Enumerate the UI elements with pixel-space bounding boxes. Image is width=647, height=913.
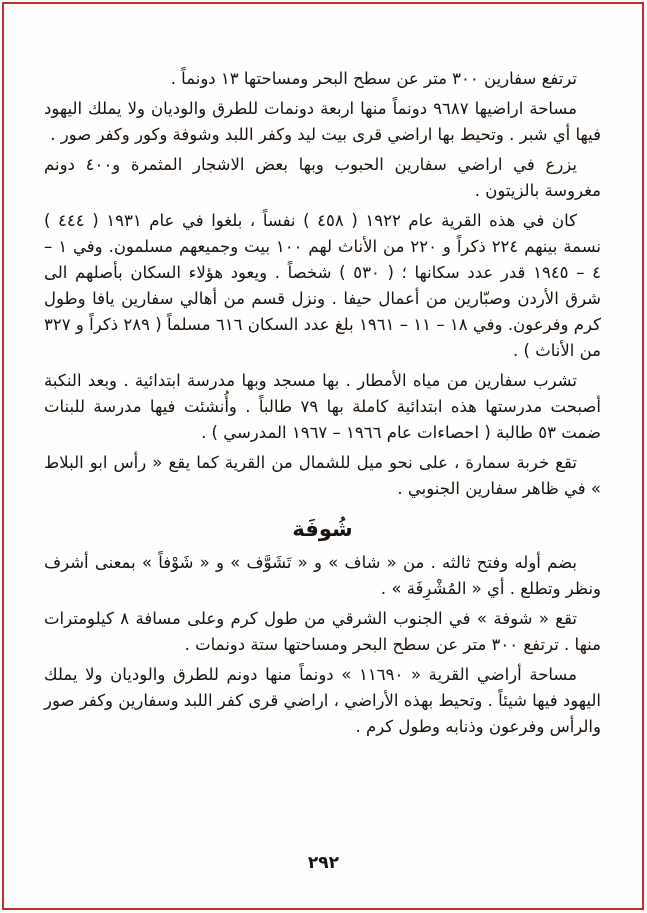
page-text-content xyxy=(44,66,601,744)
paragraph-shufa-location: تقع « شوفة » في الجنوب الشرقي من طول كرم وعلى مسافة ٨ كيلومترات منها . ترتفع ٣٠٠ متر عن سطح البحر ومساحتها ستة دونمات . xyxy=(44,609,601,654)
page-number: ٢٩٢ xyxy=(307,853,340,873)
paragraph-sfarin-khirbet-samara: تقع خربة سمارة ، على نحو ميل للشمال من القرية كما يقع « رأس ابو البلاط » في ظاهر سفارين الجنوبي . xyxy=(44,453,601,498)
paragraph-sfarin-elevation: ترتفع سفارين ٣٠٠ متر عن سطح البحر ومساحتها ١٣ دونماً . xyxy=(170,69,577,88)
paragraph-sfarin-water-schools: تشرب سفارين من مياه الأمطار . بها مسجد وبها مدرسة ابتدائية . وبعد النكبة أصبحت مدرستها هذه ابتدائية كاملة بها ٧٩ طالباً . وأُنشئت فيها مدرسة للبنات ضمت ٥٣ طالبة ( احصاءات عام ١٩٦٦ – ١٩٦٧ المدرسي ) . xyxy=(44,371,601,442)
paragraph-sfarin-population: كان في هذه القرية عام ١٩٢٢ ( ٤٥٨ ) نفساً ، بلغوا في عام ١٩٣١ ( ٤٤٤ ) نسمة بينهم ٢٢٤ ذكراً و ٢٢٠ من الأناث لهم ١٠٠ بيت وجميعهم مسلمون. وفي ١ – ٤ – ١٩٤٥ قدر عدد سكانها ؛ ( ٥٣٠ ) شخصاً . ويعود هؤلاء السكان بأصلهم الى شرق الأردن وصبّارين من أعمال حيفا . ونزل قسم من أهالي سفارين يافا وطول كرم وفرعون. وفي ١٨ – ١١ – ١٩٦١ بلغ عدد السكان ٦١٦ مسلماً ( ٢٨٩ ذكراً و ٣٢٧ من الأناث ) . xyxy=(44,211,602,360)
paragraph-sfarin-land-area: مساحة اراضيها ٩٦٨٧ دونماً منها اربعة دونمات للطرق والوديان ولا يملك اليهود فيها أي شبر . وتحيط بها اراضي قرى بيت ليد وكفر اللبد وشوفة وكور وكفر صور . xyxy=(44,99,601,144)
paragraph-shufa-land-area: مساحة أراضي القرية « ١١٦٩٠ » دونماً منها دونم للطرق والوديان ولا يملك اليهود فيها شيئاً . وتحيط بهذه الأراضي ، اراضي قرى كفر اللبد وسفارين وكفر صور والرأس وفرعون وذنابه وطول كرم . xyxy=(44,665,601,736)
section-heading-shufa: شُوفَة xyxy=(292,517,353,541)
paragraph-shufa-etymology: بضم أوله وفتح ثالثه . من « شاف » و « تَشَوَّف » و « شَوْفاً » بمعنى أشرف ونظر وتطلع . أي « المُشْرِفَة » . xyxy=(44,553,601,598)
paragraph-sfarin-crops: يزرع في اراضي سفارين الحبوب وبها بعض الاشجار المثمرة و٤٠٠ دونم مغروسة بالزيتون . xyxy=(44,155,601,200)
